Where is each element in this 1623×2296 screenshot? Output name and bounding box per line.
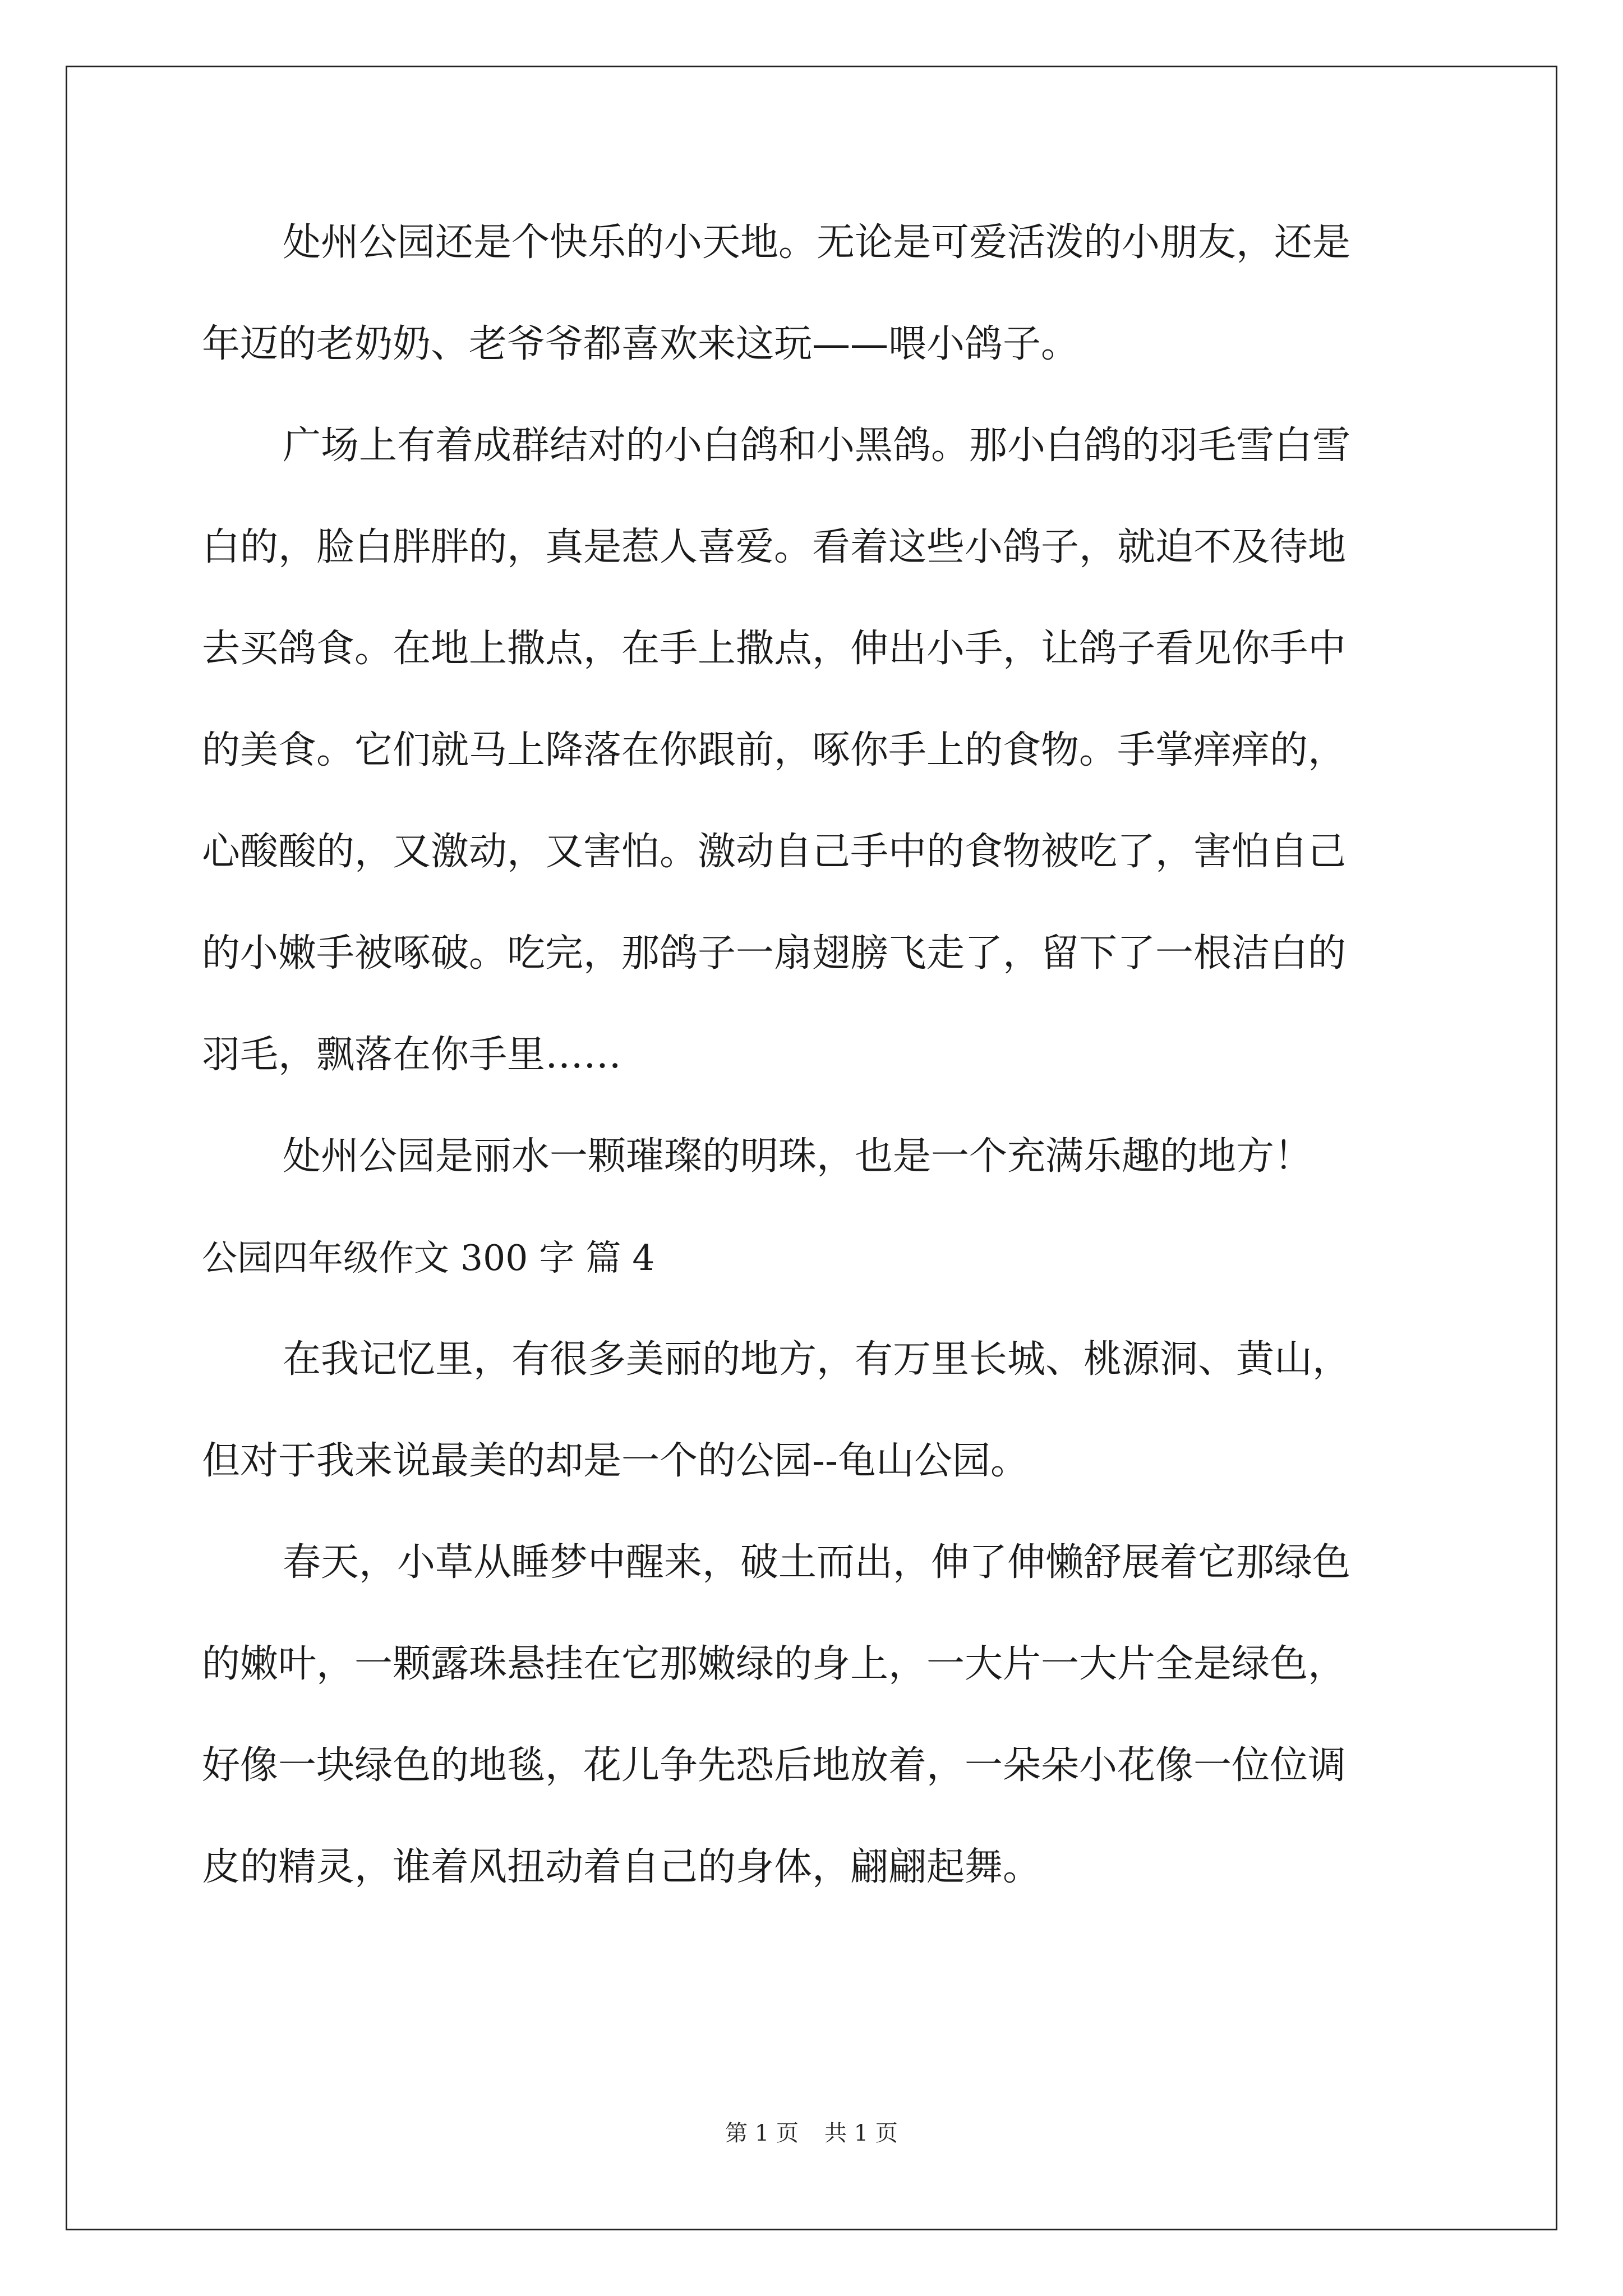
paragraph-line: 白的，脸白胖胖的，真是惹人喜爱。看着这些小鸽子，就迫不及待地 <box>202 525 1347 569</box>
paragraph-line: 羽毛，飘落在你手里…… <box>202 1033 622 1077</box>
paragraph-line: 广场上有着成群结对的小白鸽和小黑鸽。那小白鸽的羽毛雪白雪 <box>283 424 1351 468</box>
section-heading: 公园四年级作文 300 字 篇 4 <box>202 1237 655 1278</box>
paragraph-line: 的嫩叶，一颗露珠悬挂在它那嫩绿的身上，一大片一大片全是绿色， <box>202 1642 1347 1686</box>
page-total: 共 1 页 <box>824 2120 898 2146</box>
paragraph-line: 但对于我来说最美的却是一个的公园--龟山公园。 <box>202 1439 1029 1483</box>
paragraph-line: 皮的精灵，谁着风扭动着自己的身体，翩翩起舞。 <box>202 1845 1041 1889</box>
paragraph-line: 年迈的老奶奶、老爷爷都喜欢来这玩——喂小鸽子。 <box>202 322 1080 366</box>
page-footer <box>0 2119 1623 2147</box>
paragraph-line: 的小嫩手被啄破。吃完，那鸽子一扇翅膀飞走了，留下了一根洁白的 <box>202 931 1347 976</box>
paragraph-line: 春天，小草从睡梦中醒来，破土而出，伸了伸懒舒展着它那绿色 <box>283 1540 1351 1585</box>
paragraph-line: 好像一块绿色的地毯，花儿争先恐后地放着，一朵朵小花像一位位调 <box>202 1743 1347 1788</box>
paragraph-line: 的美食。它们就马上降落在你跟前，啄你手上的食物。手掌痒痒的， <box>202 728 1347 772</box>
paragraph-line: 处州公园是丽水一颗璀璨的明珠，也是一个充满乐趣的地方！ <box>283 1134 1313 1179</box>
paragraph-line: 去买鸽食。在地上撒点，在手上撒点，伸出小手，让鸽子看见你手中 <box>202 627 1347 671</box>
paragraph-line: 处州公园还是个快乐的小天地。无论是可爱活泼的小朋友，还是 <box>283 220 1351 265</box>
paragraph-line: 心酸酸的，又激动，又害怕。激动自己手中的食物被吃了，害怕自己 <box>202 830 1347 874</box>
paragraph-line: 在我记忆里，有很多美丽的地方，有万里长城、桃源洞、黄山， <box>283 1337 1351 1382</box>
page-number: 第 1 页 <box>725 2120 799 2146</box>
